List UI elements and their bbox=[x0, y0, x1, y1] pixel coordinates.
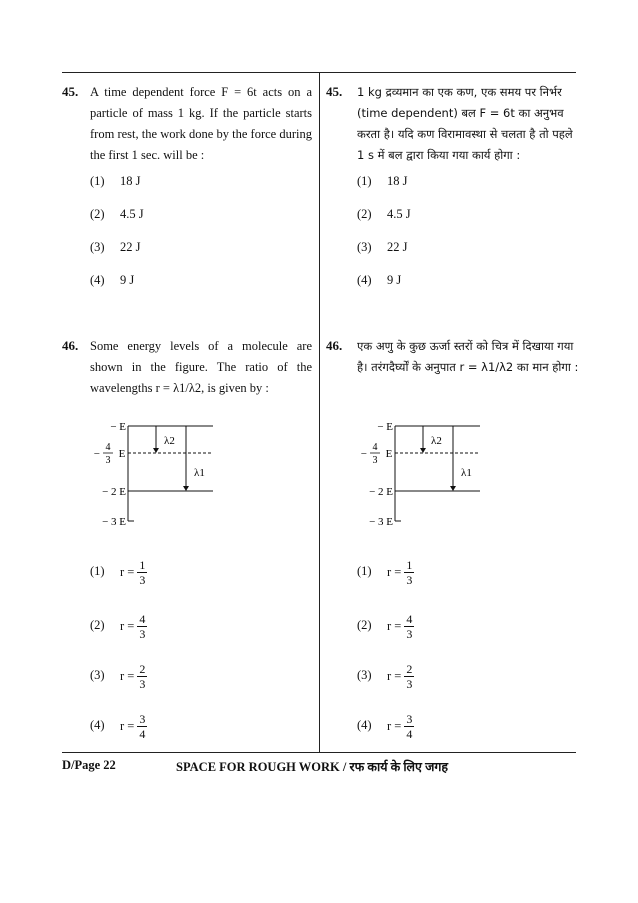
option-2: (2) 4.5 J bbox=[90, 207, 144, 221]
bottom-rule bbox=[62, 752, 576, 753]
column-divider bbox=[319, 72, 320, 752]
option-1: (1) 18 J bbox=[90, 174, 141, 188]
question-number: 46. bbox=[326, 338, 343, 353]
option-1: (1) r = $\frac{1}{3}$ bbox=[357, 558, 413, 587]
level-label: − E bbox=[377, 421, 393, 433]
level-label: 3 bbox=[105, 455, 111, 466]
level-label: − 2 E bbox=[102, 486, 126, 498]
level-label: − 2 E bbox=[369, 486, 393, 498]
level-label: 4 bbox=[105, 442, 111, 453]
level-label: E bbox=[385, 448, 393, 460]
level-label: − bbox=[93, 448, 100, 460]
option-4: (4) r = $\frac{3}{4}$ bbox=[90, 712, 146, 741]
option-2: (2) r = $\frac{4}{3}$ bbox=[90, 612, 146, 641]
lambda1-label: λ1 bbox=[461, 467, 472, 479]
question-text: एक अणु के कुछ ऊर्जा स्तरों को चित्र में दिखाया गया है। तरंगदैर्घ्यों के अनुपात r = λ1/λ2 का मान होगा : bbox=[357, 339, 579, 374]
level-label: E bbox=[118, 448, 126, 460]
level-label: 4 bbox=[372, 442, 378, 453]
level-label: − E bbox=[110, 421, 126, 433]
option-2: (2) r = $\frac{4}{3}$ bbox=[357, 612, 413, 641]
option-4: (4) 9 J bbox=[90, 273, 135, 287]
question-number: 45. bbox=[62, 84, 79, 99]
option-2: (2) 4.5 J bbox=[357, 207, 411, 221]
level-label: − 3 E bbox=[102, 516, 126, 528]
level-label: − bbox=[360, 448, 367, 460]
rough-work-label: SPACE FOR ROUGH WORK / रफ कार्य के लिए जगह bbox=[176, 760, 449, 774]
lambda2-label: λ2 bbox=[431, 435, 442, 447]
question-text: 1 kg द्रव्यमान का एक कण, एक समय पर निर्भर (time dependent) बल F = 6t का अनुभव करता है। यदि कण विरामावस्था से चलता है तो पहले 1 s में बल द्वारा किया गया कार्य होगा : bbox=[357, 85, 573, 162]
page-number: D/Page 22 bbox=[62, 758, 116, 772]
energy-level-diagram bbox=[355, 418, 495, 530]
question-text: A time dependent force F = 6t acts on a particle of mass 1 kg. If the particle starts from rest, the work done by the force during the first 1 sec. will be : bbox=[90, 85, 312, 162]
option-3: (3) r = $\frac{2}{3}$ bbox=[357, 662, 413, 691]
energy-level-diagram bbox=[88, 418, 228, 530]
option-4: (4) 9 J bbox=[357, 273, 402, 287]
option-4: (4) r = $\frac{3}{4}$ bbox=[357, 712, 413, 741]
level-label: 3 bbox=[372, 455, 378, 466]
option-3: (3) 22 J bbox=[90, 240, 141, 254]
option-1: (1) r = $\frac{1}{3}$ bbox=[90, 558, 146, 587]
question-text: Some energy levels of a molecule are shown in the figure. The ratio of the wavelengths r = λ1/λ2, is given by : bbox=[90, 339, 312, 395]
question-number: 46. bbox=[62, 338, 79, 353]
lambda1-label: λ1 bbox=[194, 467, 205, 479]
option-3: (3) 22 J bbox=[357, 240, 408, 254]
option-3: (3) r = $\frac{2}{3}$ bbox=[90, 662, 146, 691]
option-1: (1) 18 J bbox=[357, 174, 408, 188]
lambda2-label: λ2 bbox=[164, 435, 175, 447]
level-label: − 3 E bbox=[369, 516, 393, 528]
question-number: 45. bbox=[326, 84, 343, 99]
